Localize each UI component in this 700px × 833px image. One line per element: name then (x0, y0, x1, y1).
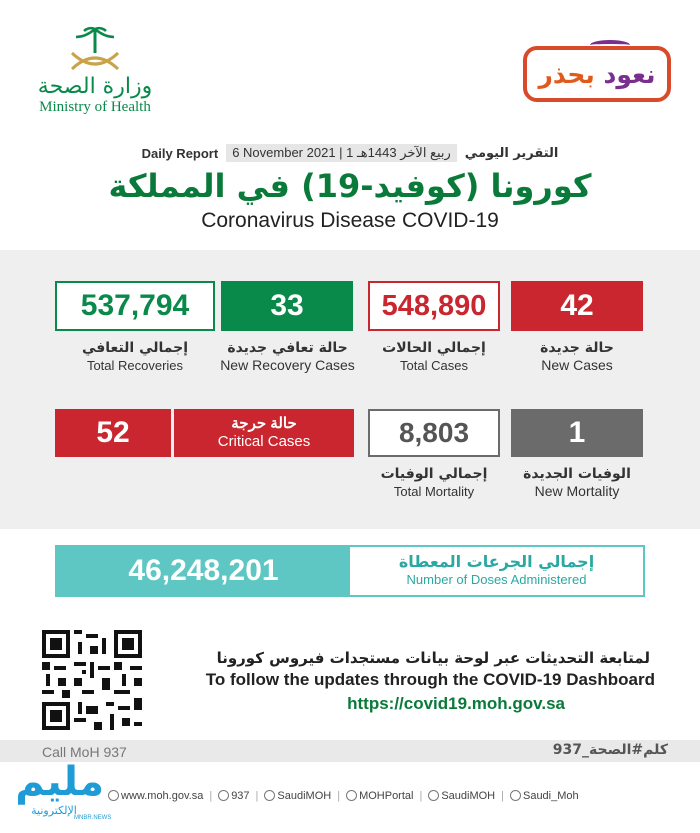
palm-swords-icon (60, 25, 130, 75)
divider: | (501, 790, 504, 802)
moh-name-en: Ministry of Health (39, 99, 151, 115)
total-recoveries-value: 537,794 (80, 289, 190, 322)
qr-code-icon[interactable] (42, 630, 142, 730)
report-date: 6 November 2021 | 1 ربيع الآخر 1443هـ (226, 144, 457, 162)
phone-link[interactable]: 937 (218, 790, 249, 802)
youtube-link[interactable]: MOHPortal (346, 790, 413, 802)
instagram-link[interactable]: SaudiMOH (428, 790, 495, 802)
website-link[interactable]: www.moh.gov.sa (108, 790, 203, 802)
watermark-site: MNBR.NEWS (74, 815, 112, 821)
phone-icon (218, 790, 229, 801)
twitter-link[interactable]: SaudiMOH (264, 790, 331, 802)
instagram-icon (428, 790, 439, 801)
dashboard-text-ar: لمتابعة التحديثات عبر لوحة بيانات مستجدات فيروس كورونا (216, 649, 650, 667)
report-date-hijri: 1 ربيع الآخر 1443هـ (346, 145, 451, 160)
new-mortality-label: الوفيات الجديدة New Mortality (523, 466, 631, 499)
total-recoveries-box (55, 281, 215, 331)
moh-name-ar: وزارة الصحة (37, 74, 153, 99)
youtube-icon (346, 790, 357, 801)
dashboard-link[interactable]: https://covid19.moh.gov.sa (347, 694, 565, 713)
total-mortality-label: إجمالي الوفيات Total Mortality (380, 466, 488, 499)
total-mortality-value: 8,803 (398, 417, 470, 448)
total-recoveries-label: إجمالي التعافي Total Recoveries (81, 340, 189, 373)
page-title-ar: كورونا (كوفيد-19) في المملكة (108, 167, 592, 205)
call-moh-text: Call MoH 937 (42, 744, 127, 760)
doses-banner (55, 545, 645, 597)
new-cases-label: حالة جديدة New Cases (540, 340, 614, 373)
new-mortality-box (511, 409, 643, 457)
total-cases-box (368, 281, 500, 331)
divider: | (337, 790, 341, 802)
daily-report-ar: التقرير اليومي (464, 145, 559, 161)
daily-report-en: Daily Report (141, 145, 219, 161)
slogan-word-b: بحذر (538, 59, 595, 89)
dashboard-text-en: To follow the updates through the COVID-19 Dashboard (205, 670, 655, 689)
watermark-text: مليم (15, 759, 104, 805)
snapchat-icon (510, 790, 521, 801)
hashtag-text: كلم#الصحة_937 (552, 742, 668, 758)
slogan-badge (523, 46, 671, 102)
page-title-en: Coronavirus Disease COVID-19 (201, 209, 499, 232)
social-links (108, 790, 688, 802)
daily-report-row (0, 143, 700, 163)
new-cases-value: 42 (560, 289, 594, 322)
critical-label-ar: حالة حرجة (231, 415, 297, 432)
divider: | (419, 790, 423, 802)
twitter-icon (264, 790, 275, 801)
slogan-word-a: نعود (603, 59, 656, 89)
snapchat-link[interactable]: Saudi_Moh (510, 790, 579, 802)
divider: | (209, 790, 213, 802)
new-cases-box (511, 281, 643, 331)
critical-value-box (55, 409, 171, 457)
new-recovery-label: حالة تعافي جديدة New Recovery Cases (220, 340, 355, 373)
watermark-logo (4, 759, 112, 830)
doses-value: 46,248,201 (57, 547, 350, 595)
total-cases-label: إجمالي الحالات Total Cases (382, 340, 486, 373)
doses-label: إجمالي الجرعات المعطاة Number of Doses Administered (398, 552, 595, 587)
critical-label-box (174, 409, 354, 457)
new-mortality-value: 1 (568, 416, 586, 449)
critical-value: 52 (96, 416, 130, 449)
critical-label-en: Critical Cases (217, 433, 311, 450)
divider: | (255, 790, 259, 802)
total-mortality-box (368, 409, 500, 457)
new-recovery-value: 33 (270, 289, 304, 322)
new-recovery-box (221, 281, 353, 331)
watermark-subtext: الإلكترونية (31, 804, 77, 817)
globe-icon (108, 790, 119, 801)
total-cases-value: 548,890 (381, 289, 487, 322)
report-date-en: 6 November 2021 (232, 145, 336, 160)
moh-logo (30, 25, 160, 125)
